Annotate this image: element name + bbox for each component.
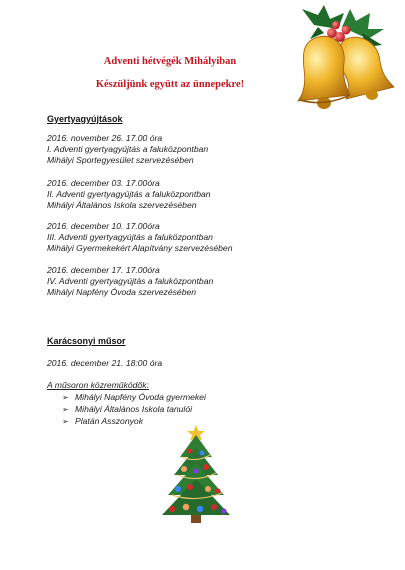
event-date: 2016. november 26. 17.00 óra [47, 133, 163, 143]
event-organizer: Mihályi Általános Iskola szervezésében [47, 199, 197, 210]
event-organizer: Mihályi Sportegyesület szervezésében [47, 154, 194, 165]
arrow-bullet-icon: ➢ [62, 393, 69, 402]
event-title: II. Adventi gyertyagyújtás a faluközpontban [47, 188, 211, 199]
section-heading-christmas-show: Karácsonyi műsor [47, 336, 126, 346]
arrow-bullet-icon: ➢ [62, 416, 69, 426]
christmas-tree-icon [160, 423, 232, 525]
arrow-bullet-icon: ➢ [62, 404, 69, 414]
event-title: III. Adventi gyertyagyújtás a faluközpontban [47, 231, 213, 242]
list-item [62, 392, 206, 404]
performers-label: A műsoron közreműködők: [47, 380, 149, 390]
page-subtitle: Készüljünk együtt az ünnepekre! [95, 79, 245, 90]
event-item [47, 221, 232, 253]
event-organizer: Mihályi Gyermekekért Alapítvány szervezésében [47, 242, 233, 253]
event-organizer: Mihályi Napfény Óvoda szervezésében [47, 286, 197, 297]
event-item [47, 265, 213, 297]
event-item [47, 133, 208, 165]
performer-name: Platán Asszonyok [75, 415, 143, 426]
event-title: IV. Adventi gyertyagyújtás a faluközpontban [47, 275, 214, 286]
event-date: 2016. december 17. 17.00óra [47, 265, 160, 275]
performer-name: Mihályi Napfény Óvoda gyermekei [75, 392, 206, 402]
section-heading-candles: Gyertyagyújtások [47, 114, 123, 124]
performer-name: Mihályi Általános Iskola tanulói [75, 403, 193, 414]
christmas-bells-icon [284, 3, 396, 113]
event-title: I. Adventi gyertyagyújtás a faluközpontban [47, 143, 209, 154]
show-date: 2016. december 21. 18:00 óra [47, 358, 163, 368]
event-date: 2016. december 03. 17.00óra [47, 178, 160, 188]
event-item [47, 178, 211, 210]
page-title: Adventi hétvégék Mihályiban [103, 56, 237, 67]
event-date: 2016. december 10. 17.00óra [47, 221, 160, 231]
list-item [62, 404, 206, 416]
